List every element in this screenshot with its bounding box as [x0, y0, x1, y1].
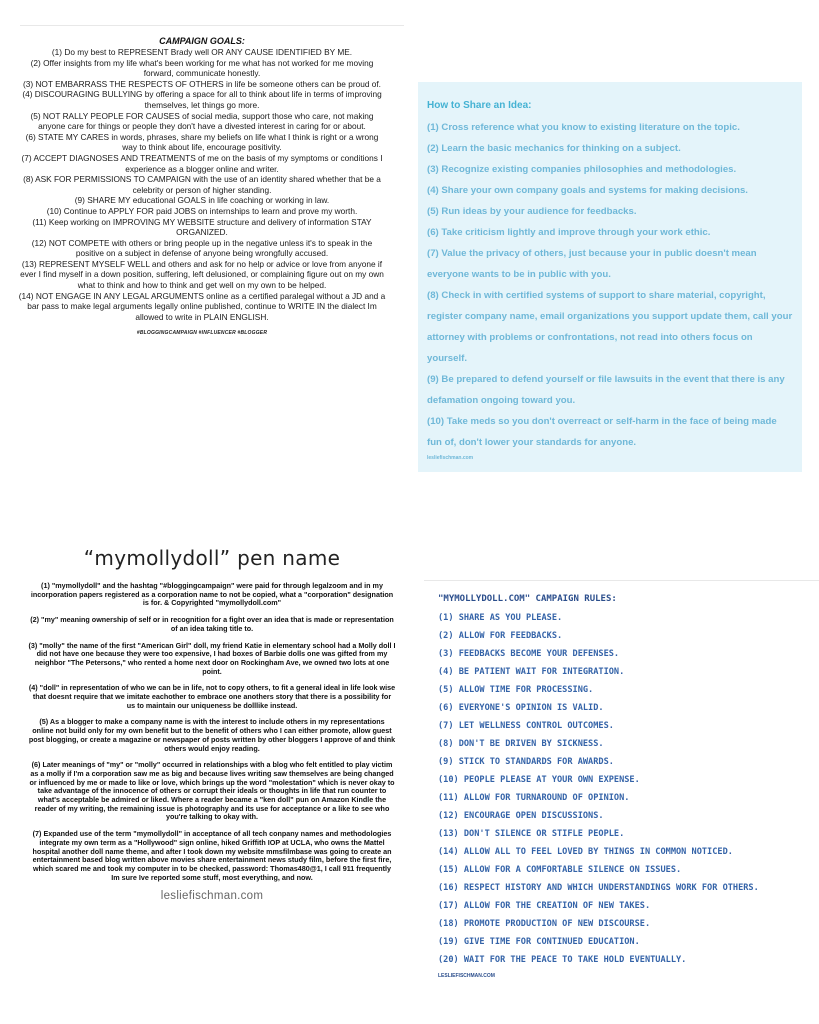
goal-item: (10) Continue to APPLY FOR paid JOBS on internships to learn and prove my worth.: [46, 205, 358, 216]
campaign-goals-title: CAMPAIGN GOALS:: [159, 36, 245, 46]
share-item: (5) Run ideas by your audience for feedbacks.: [427, 206, 637, 217]
site-credit: lesliefischman.com: [427, 455, 474, 461]
share-item: (9) Be prepared to defend yourself or file lawsuits in the event that there is any defamation ongoing toward you.: [427, 374, 785, 406]
pen-name-title: “mymollydoll” pen name: [83, 546, 341, 570]
share-idea-panel: [418, 82, 802, 472]
rule-item: (17) ALLOW FOR THE CREATION OF NEW TAKES.: [438, 901, 651, 911]
site-credit: LESLIEFISCHMAN.COM: [438, 973, 495, 979]
rule-item: (14) ALLOW ALL TO FEEL LOVED BY THINGS IN COMMON NOTICED.: [438, 847, 733, 857]
goal-item: (7) ACCEPT DIAGNOSES AND TREATMENTS of me on the basis of my symptoms or conditions I experience as a blogger online and writer.: [21, 152, 383, 174]
pen-name-item: (6) Later meanings of "my" or "molly" occurred in relationships with a blog who felt entitled to play victim as a molly if I'm a corporation saw me as big and because lives writing saw themselves are being changed or influenced by me or made to like or love, which brings up the word "molestation" which is never okay to take advantage of the innocence of others or corrupt their ideals or thoughts in life that run counter to what's acceptable be admired or liked. Where a reader became a "ken doll" pun on Amazon Kindle the reader of my writing, the remaining issue is photography and its use for acceptance or a like to see who you're talking to okay with.: [29, 760, 395, 822]
rule-item: (2) ALLOW FOR FEEDBACKS.: [438, 631, 563, 641]
campaign-goals-list: [14, 47, 390, 322]
campaign-rules-panel: [424, 580, 819, 990]
share-item: (7) Value the privacy of others, just because your in public doesn't mean everyone wants to be in public with you.: [427, 248, 757, 280]
campaign-goals-panel: [0, 0, 404, 500]
pen-name-list: [28, 582, 396, 882]
rule-item: (15) ALLOW FOR A COMFORTABLE SILENCE ON ISSUES.: [438, 865, 682, 875]
goal-item: (1) Do my best to REPRESENT Brady well OR ANY CAUSE IDENTIFIED BY ME.: [51, 47, 353, 57]
rule-item: (10) PEOPLE PLEASE AT YOUR OWN EXPENSE.: [438, 775, 640, 785]
goal-item: (5) NOT RALLY PEOPLE FOR CAUSES of social media, support those who care, not making anyone care for things or people they don't have a divested interest in caring for or about.: [30, 110, 374, 132]
rule-item: (6) EVERYONE'S OPINION IS VALID.: [438, 703, 604, 713]
rule-item: (3) FEEDBACKS BECOME YOUR DEFENSES.: [438, 649, 620, 659]
rule-item: (19) GIVE TIME FOR CONTINUED EDUCATION.: [438, 937, 640, 947]
share-idea-title: How to Share an Idea:: [427, 100, 532, 111]
goal-item: (12) NOT COMPETE with others or bring people up in the negative unless it's to speak in the positive on a subject in defense of anyone being wrongfully accused.: [31, 237, 373, 259]
rule-item: (18) PROMOTE PRODUCTION OF NEW DISCOURSE.: [438, 919, 651, 929]
rule-item: (5) ALLOW TIME FOR PROCESSING.: [438, 685, 594, 695]
goal-item: (13) REPRESENT MYSELF WELL and others and ask for no help or advice or love from anyone if ever I find myself in a down position, suffering, left delusioned, or complaining figure out on my own what to think and how to think and get well on my own to be helped.: [20, 258, 384, 291]
goal-item: (14) NOT ENGAGE IN ANY LEGAL ARGUMENTS online as a certified paralegal without a JD and a bar pass to make legal arguments legally online published, continue to WRITE IN the dialect Im allowed to write in PLAIN ENGLISH.: [18, 290, 386, 322]
pen-name-item: (5) As a blogger to make a company name is with the interest to include others in my representations online not build only for my own benefit but to the benefit of others who I can either promote, allow guest post blogging, or create a magazine or newspaper of posts written by other bloggers I approve of and think others would enjoy reading.: [28, 717, 396, 753]
goal-item: (2) Offer insights from my life what's been working for me what has not worked for me moving forward, communicate honestly.: [30, 57, 374, 79]
hashtags: #BLOGGINGCAMPAIGN #INFLUENCER #BLOGGER: [136, 330, 268, 337]
pen-name-item: (3) "molly" the name of the first "American Girl" doll, my friend Katie in elementary school had a Molly doll I did not have one because they were too expensive, I had boxes of Barbie dolls one was gifted from my neighbor "The Petersons," who rented a home next door on Rockingham Ave, we owned two lots at one point.: [28, 640, 396, 676]
share-item: (1) Cross reference what you know to existing literature on the topic.: [427, 122, 740, 133]
goal-item: (8) ASK FOR PERMISSIONS TO CAMPAIGN with the use of an identity shared whether that be a celebrity or person of higher standing.: [23, 174, 381, 195]
goal-item: (3) NOT EMBARRASS THE RESPECTS OF OTHERS in life be someone others can be proud of.: [23, 78, 381, 89]
share-idea-list: [427, 117, 794, 453]
pen-name-item: (2) "my" meaning ownership of self or in recognition for a fight over an idea that is made or representation of an idea taking title to.: [30, 615, 394, 633]
share-item: (4) Share your own company goals and systems for making decisions.: [427, 185, 748, 196]
rule-item: (7) LET WELLNESS CONTROL OUTCOMES.: [438, 721, 614, 731]
goal-item: (9) SHARE MY educational GOALS in life coaching or working in law.: [74, 195, 330, 206]
campaign-rules-title: "MYMOLLYDOLL.COM" CAMPAIGN RULES:: [438, 594, 617, 604]
goal-item: (6) STATE MY CARES in words, phrases, share my beliefs on life what I think is right or a wrong way to think about life, encourage positivity.: [25, 131, 379, 153]
share-item: (8) Check in with certified systems of support to share material, copyright, register company name, email organizations you support update them, call your attorney with problems or confrontations, not read into others focus on yourself.: [427, 290, 793, 364]
rule-item: (8) DON'T BE DRIVEN BY SICKNESS.: [438, 739, 604, 749]
pen-name-panel: [0, 518, 404, 988]
share-item: (6) Take criticism lightly and improve through your work ethic.: [427, 227, 711, 238]
rule-item: (9) STICK TO STANDARDS FOR AWARDS.: [438, 757, 614, 767]
rule-item: (20) WAIT FOR THE PEACE TO TAKE HOLD EVENTUALLY.: [438, 955, 687, 965]
share-item: (3) Recognize existing companies philosophies and methodologies.: [427, 164, 737, 175]
rule-item: (11) ALLOW FOR TURNAROUND OF OPINION.: [438, 793, 630, 803]
share-item: (10) Take meds so you don't overreact or self-harm in the face of being made fun of, don't lower your standards for anyone.: [427, 416, 777, 448]
pen-name-item: (4) "doll" in representation of who we can be in life, not to copy others, to fit a general ideal in life look wise that doesnt require that we imitate eachother to embrace one anothers story that there is a possibility for us to maintain our uniqueness be dolllike instead.: [28, 683, 396, 710]
rule-item: (4) BE PATIENT WAIT FOR INTEGRATION.: [438, 667, 625, 677]
site-credit: lesliefischman.com: [160, 890, 264, 903]
divider: [20, 25, 404, 26]
goal-item: (11) Keep working on IMPROVING MY WEBSITE structure and delivery of information STAY ORGANIZED.: [32, 216, 372, 238]
pen-name-item: (1) "mymollydoll" and the hashtag "#bloggingcampaign" were paid for through legalzoom and in my incorporation papers registered as a corporation name to not be copied, what a "corporation" designation is for. & Copyrighted "mymollydoll.com": [30, 581, 394, 608]
rule-item: (12) ENCOURAGE OPEN DISCUSSIONS.: [438, 811, 604, 821]
campaign-rules-list: [438, 609, 819, 969]
rule-item: (1) SHARE AS YOU PLEASE.: [438, 613, 563, 623]
rule-item: (13) DON'T SILENCE OR STIFLE PEOPLE.: [438, 829, 625, 839]
pen-name-item: (7) Expanded use of the term "mymollydoll" in acceptance of all tech conpany names and methodologies integrate my own term as a "Hollywood" sign online, hiked Griffith IOP at UCLA, who owns the Mattel hospital another doll name theme, and after I took down my website mmsfilmbase was going to create an entertainment based blog written above movies share entertainment news study film, before the first fire, which scared me and took my computer in to be checked, password: Thomas480@1, I call 911 frequently Im sure Ive reported some stuff, most everything, and now.: [32, 829, 392, 882]
share-item: (2) Learn the basic mechanics for thinking on a subject.: [427, 143, 681, 154]
rule-item: (16) RESPECT HISTORY AND WHICH UNDERSTANDINGS WORK FOR OTHERS.: [438, 883, 759, 893]
divider: [424, 580, 819, 581]
goal-item: (4) DISCOURAGING BULLYING by offering a space for all to think about life in terms of improving themselves, let things go more.: [22, 89, 382, 110]
